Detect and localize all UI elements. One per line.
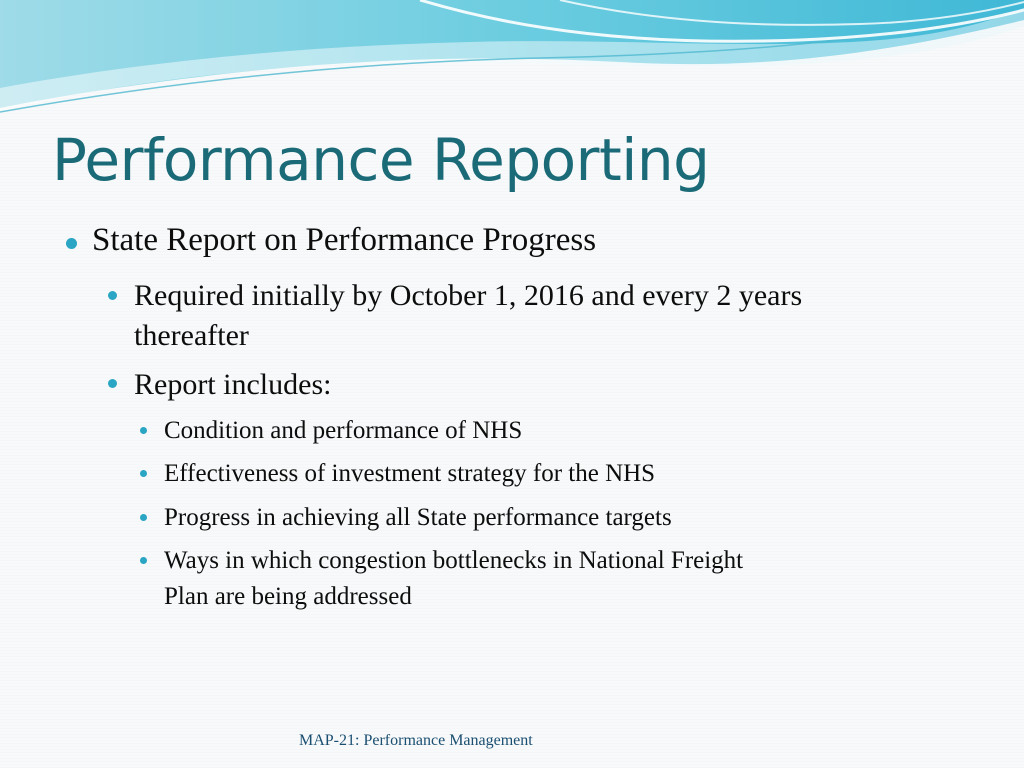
- slide-title: Performance Reporting: [52, 126, 710, 194]
- bullet-level2-line2: thereafter: [134, 319, 249, 352]
- bullet-dot: [108, 291, 117, 300]
- decorative-wave-header: [0, 0, 1024, 130]
- bullet-dot: [108, 379, 117, 388]
- bullet-dot: [140, 470, 147, 477]
- bullet-level2: Report includes:: [134, 368, 332, 401]
- bullet-level2-line1: Required initially by October 1, 2016 and every 2 years: [134, 279, 803, 312]
- bullet-level1: State Report on Performance Progress: [92, 222, 597, 258]
- bullet-dot: [140, 557, 147, 564]
- bullet-level3: Effectiveness of investment strategy for the NHS: [164, 460, 656, 487]
- bullet-dot: [66, 238, 77, 249]
- bullet-level3-line2: Plan are being addressed: [164, 583, 412, 610]
- bullet-dot: [140, 427, 147, 434]
- slide-footer: MAP-21: Performance Management: [299, 732, 533, 749]
- bullet-level3-line1: Ways in which congestion bottlenecks in National Freight: [164, 547, 744, 574]
- bullet-level3: Condition and performance of NHS: [164, 417, 523, 444]
- bullet-level3: Progress in achieving all State performance targets: [164, 504, 672, 531]
- bullet-dot: [140, 514, 147, 521]
